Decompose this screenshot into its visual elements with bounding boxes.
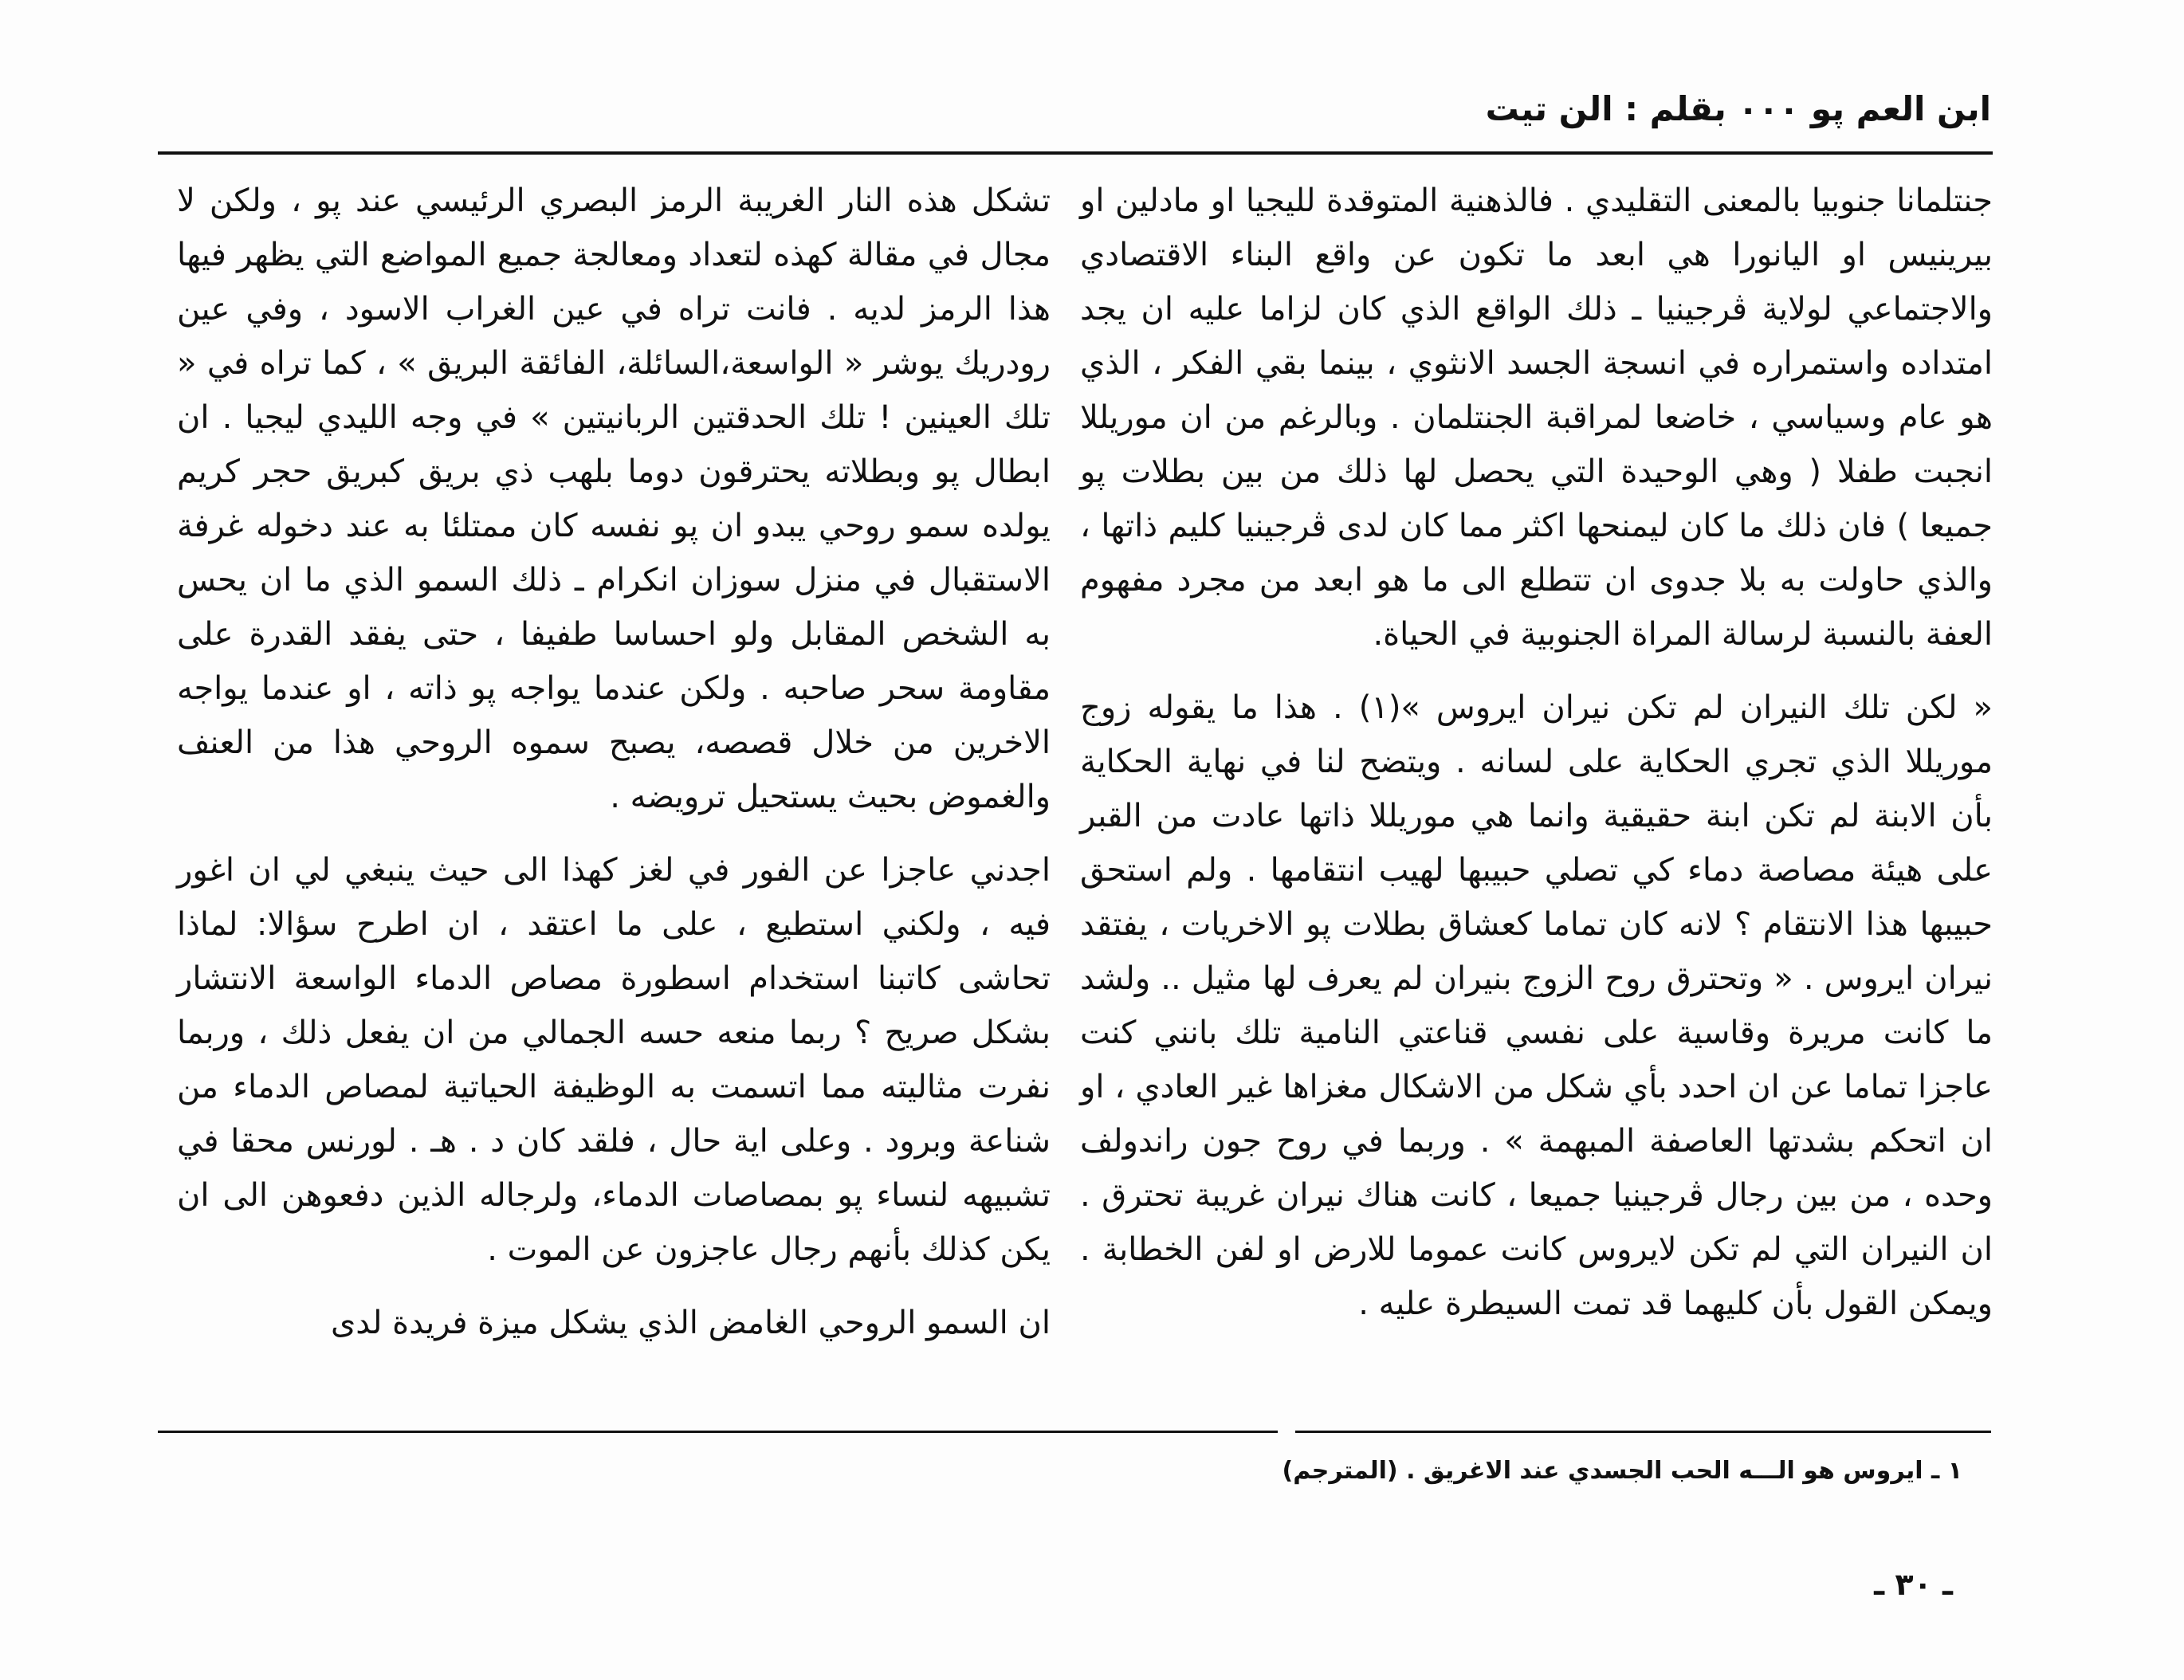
text-column-right bbox=[1080, 174, 1993, 1331]
paragraph: « لكن تلك النيران لم تكن نيران ايروس »(١) . هذا ما يقوله زوج موريللا الذي تجري الحكاية على لسانه . ويتضح لنا في نهاية الحكاية بأن الابنة لم تكن ابنة حقيقية وانما هي موريللا ذاتها عادت من القبر على هيئة مصاصة دماء كي تصلي حبيبها لهيب انتقامها . ولم استحق حبيبها هذا الانتقام ؟ لانه كان تماما كعشاق بطلات پو الاخريات ، يفتقد نيران ايروس . « وتحترق روح الزوج بنيران لم يعرف لها مثيل .. ولشد ما كانت مريرة وقاسية على نفسي قناعتي النامية تلك بانني كنت عاجزا تماما عن ان احدد بأي شكل من الاشكال مغزاها غير العادي ، او ان اتحكم بشدتها العاصفة المبهمة » . وربما في روح جون راندولف وحده ، من بين رجال ڤرجينيا جميعا ، كانت هناك نيران غريبة تحترق . ان النيران التي لم تكن لايروس كانت عموما للارض او لفن الخطابة . ويمكن القول بأن كليهما قد تمت السيطرة عليه . bbox=[1080, 689, 1993, 1322]
paragraph: اجدني عاجزا عن الفور في لغز كهذا الى حيث ينبغي لي ان اغور فيه ، ولكني استطيع ، على ما اعتقد ، ان اطرح سؤالا: لماذا تحاشى كاتبنا استخدام اسطورة مصاص الدماء الواسعة الانتشار بشكل صريح ؟ ربما منعه حسه الجمالي من ان يفعل ذلك ، وربما نفرت مثاليته مما اتسمت به الوظيفة الحياتية لمصاص الدماء من شناعة وبرود . وعلى اية حال ، فلقد كان د . هـ . لورنس محقا في تشبيهه لنساء پو بمصاصات الدماء، ولرجاله الذين دفعوهن الى ان يكن كذلك بأنهم رجال عاجزون عن الموت . bbox=[177, 852, 1051, 1268]
paragraph: ان السمو الروحي الغامض الذي يشكل ميزة فريدة لدى bbox=[330, 1305, 1051, 1341]
footnote: ١ ـ ايروس هو الـــه الحب الجسدي عند الاغريق . (المترجم) bbox=[1282, 1457, 1962, 1485]
running-header-title: ابن العم پو ٠٠٠ بقلم : الن تيت bbox=[1485, 89, 1991, 128]
text-column-left bbox=[177, 174, 1051, 1350]
header-divider bbox=[158, 151, 1993, 155]
paragraph: تشكل هذه النار الغريبة الرمز البصري الرئيسي عند پو ، ولكن لا مجال في مقالة كهذه لتعداد ومعالجة جميع المواضع التي يظهر فيها هذا الرمز لديه . فانت تراه في عين الغراب الاسود ، وفي عين رودريك يوشر « الواسعة،السائلة، الفائقة البريق » ، كما تراه في « تلك العينين ! تلك الحدقتين الربانيتين » في وجه الليدي ليجيا . ان ابطال پو وبطلاته يحترقون دوما بلهب ذي بريق كبريق حجر كريم يولده سمو روحي يبدو ان پو نفسه كان ممتلئا به عند دخوله غرفة الاستقبال في منزل سوزان انكرام ـ ذلك السمو الذي ما ان يحس به الشخص المقابل ولو احساسا طفيفا ، حتى يفقد القدرة على مقاومة سحر صاحبه . ولكن عندما يواجه پو ذاته ، او عندما يواجه الاخرين من خلال قصصه، يصبح سموه الروحي هذا من العنف والغموض بحيث يستحيل ترويضه . bbox=[177, 183, 1051, 815]
paragraph: جنتلمانا جنوبيا بالمعنى التقليدي . فالذهنية المتوقدة لليجيا او مادلين او بيرينيس او اليانورا هي ابعد ما تكون عن واقع البناء الاقتصادي والاجتماعي لولاية ڤرجينيا ـ ذلك الواقع الذي كان لزاما عليه ان يجد امتداده واستمراره في انسجة الجسد الانثوي ، بينما بقي الفكر ، الذي هو عام وسياسي ، خاضعا لمراقبة الجنتلمان . وبالرغم من ان موريللا انجبت طفلا ( وهي الوحيدة التي يحصل لها ذلك من بين بطلات پو جميعا ) فان ذلك ما كان ليمنحها اكثر مما كان لدى ڤرجينيا كليم ذاتها ، والذي حاولت به بلا جدوى ان تتطلع الى ما هو ابعد من مجرد مفهوم العفة بالنسبة لرسالة المراة الجنوبية في الحياة. bbox=[1080, 183, 1993, 653]
footnote-divider bbox=[158, 1431, 1278, 1433]
page-number: ـ ٣٠ ـ bbox=[1874, 1567, 1953, 1602]
footnote-divider bbox=[1295, 1431, 1991, 1433]
